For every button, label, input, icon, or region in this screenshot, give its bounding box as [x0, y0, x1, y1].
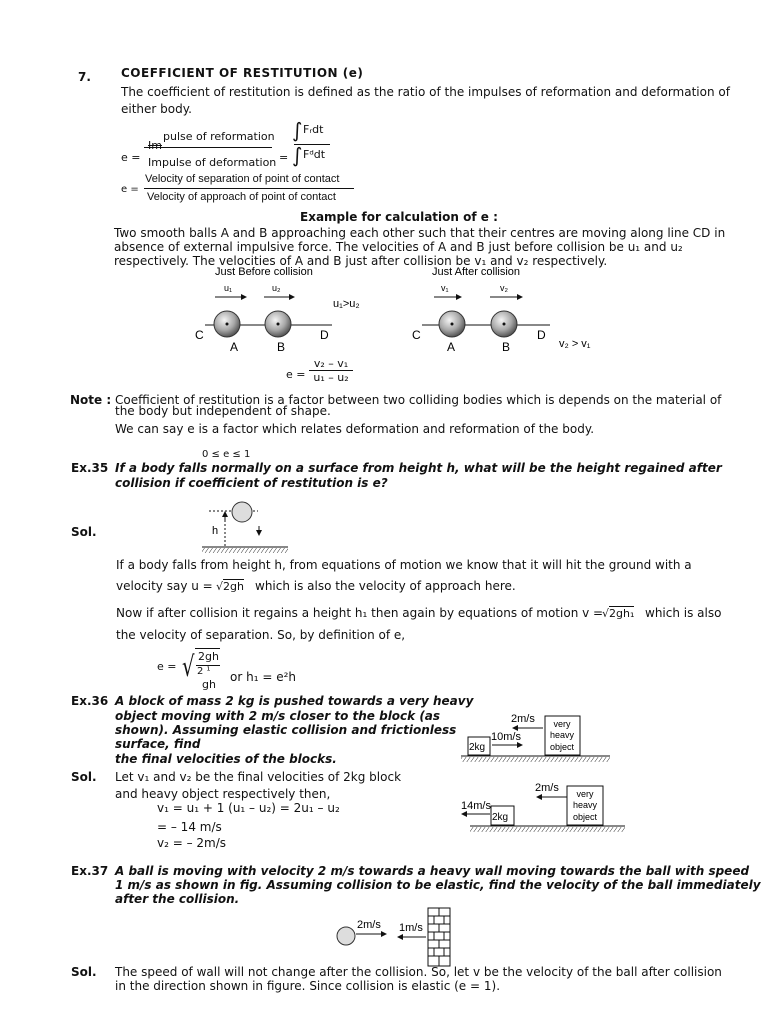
fig1-block-label: 2kg: [469, 742, 486, 753]
ex35-question-1: If a body falls normally on a surface from height h, what will be the height regained after: [115, 461, 722, 475]
fig1-heavy-2: heavy: [549, 730, 575, 740]
integral-sign-bottom: ∫: [292, 143, 303, 167]
ex36-question-3: shown). Assuming elastic collision and frictionless: [115, 723, 457, 737]
definition-line-2: either body.: [121, 102, 192, 116]
fig1-heavy-1: very: [553, 719, 571, 729]
ex36-sol-2: and heavy object respectively then,: [115, 787, 331, 801]
label-v2: v₂: [500, 283, 508, 293]
fig2-v-block: 14m/s: [461, 800, 491, 812]
ex37-question-2: 1 m/s as shown in fig. Assuming collision to be elastic, find the velocity of the ball immediately: [115, 878, 761, 892]
formula3-lhs: e =: [286, 368, 306, 381]
formula2-denominator: Velocity of approach of point of contact: [147, 191, 336, 203]
formula1-eq: =: [279, 151, 289, 164]
ex37-question-1: A ball is moving with velocity 2 m/s towards a heavy wall moving towards the ball with speed: [115, 864, 750, 878]
example-line-3: respectively. The velocities of A and B just after collision be v₁ and v₂ respectively.: [114, 254, 608, 268]
cond-before: u₁>u₂: [333, 298, 360, 310]
ex35-radical: √: [182, 650, 195, 683]
ex35-para-4: the velocity of separation. So, by definition of e,: [116, 628, 406, 642]
ex37-v-wall: 1m/s: [399, 922, 423, 934]
fig1-v-heavy: 2m/s: [511, 713, 535, 725]
sqrt-2gh1: √2gh₁: [602, 607, 635, 620]
ex37-sol-1: The speed of wall will not change after the collision. So, let v be the velocity of the ball after collision: [115, 965, 722, 979]
ex35-para-3b: which is also: [645, 606, 722, 620]
cond-after: v₂ > v₁: [559, 338, 591, 350]
fig2-heavy-3: object: [572, 812, 598, 822]
formula1-int-den: Fᵈdt: [303, 148, 326, 161]
example-heading: Example for calculation of e :: [300, 210, 498, 224]
ex37-label: Ex.37: [71, 864, 109, 878]
label-h: h: [212, 525, 219, 537]
example-line-2: absence of external impulsive force. The velocities of A and B just before collision be u₁ and u₂: [114, 240, 683, 254]
ex37-sol-label: Sol.: [71, 965, 97, 979]
ex36-sol-4: = – 14 m/s: [157, 820, 222, 834]
before-label: Just Before collision: [215, 266, 313, 278]
formula2-lhs: e =: [121, 184, 139, 195]
ex37-sol-2: in the direction shown in figure. Since collision is elastic (e = 1).: [115, 979, 501, 993]
fig1-heavy-3: object: [549, 742, 575, 752]
example-line-1: Two smooth balls A and B approaching each other such that their centres are moving along line CD in: [114, 226, 726, 240]
sqrt-2gh-radicand: 2gh: [223, 580, 244, 593]
label-b-before: B: [277, 340, 286, 354]
formula2-numerator: Velocity of separation of point of contact: [145, 173, 340, 185]
ex36-sol-3: v₁ = u₁ + 1 (u₁ – u₂) = 2u₁ – u₂: [157, 801, 340, 815]
ex35-e-num: 2gh: [198, 650, 219, 663]
label-c-before: C: [195, 328, 204, 342]
ex36-sol-1: Let v₁ and v₂ be the final velocities of 2kg block: [115, 770, 402, 784]
formula3-den: u₁ – u₂: [313, 371, 349, 384]
fig1-v-block: 10m/s: [491, 731, 521, 743]
fig2-v-heavy: 2m/s: [535, 782, 559, 794]
fig2-block-label: 2kg: [492, 812, 509, 823]
label-u2: u₂: [272, 283, 281, 293]
ex36-question-5: the final velocities of the blocks.: [115, 752, 337, 766]
ex36-label: Ex.36: [71, 694, 109, 708]
ex35-para-3a: Now if after collision it regains a height h₁ then again by equations of motion v =: [116, 606, 604, 620]
label-b-after: B: [502, 340, 511, 354]
note-line-2: the body but independent of shape.: [115, 404, 331, 418]
ex36-sol-label: Sol.: [71, 770, 97, 784]
label-a-before: A: [230, 340, 239, 354]
ball: [337, 927, 355, 945]
label-a-after: A: [447, 340, 456, 354]
ex37-question-3: after the collision.: [115, 892, 240, 906]
formula1-numerator: pulse of reformation: [163, 130, 275, 143]
note-label: Note :: [70, 393, 112, 407]
label-v1: v₁: [441, 283, 449, 293]
ex35-sol-label: Sol.: [71, 525, 97, 539]
formula1-denominator: Impulse of deformation: [148, 156, 277, 169]
fig2-heavy-1: very: [576, 789, 594, 799]
after-label: Just After collision: [432, 266, 521, 278]
brick-wall: [428, 908, 450, 966]
ex35-label: Ex.35: [71, 461, 109, 475]
integral-sign-top: ∫: [292, 118, 303, 142]
note-line-1: Coefficient of restitution is a factor between two colliding bodies which is depends on the material of: [115, 393, 722, 407]
formula1-int-num: Fᵣdt: [303, 123, 324, 136]
ex36-sol-5: v₂ = – 2m/s: [157, 836, 227, 850]
ex35-para-1: If a body falls from height h, from equations of motion we know that it will hit the ground with a: [116, 558, 692, 572]
ex35-para-2b: which is also the velocity of approach here.: [255, 579, 516, 593]
note-range: 0 ≤ e ≤ 1: [202, 449, 251, 460]
section-title: COEFFICIENT OF RESTITUTION (e): [121, 66, 364, 80]
note-line-3: We can say e is a factor which relates deformation and reformation of the body.: [115, 422, 595, 436]
ex35-e-mid: 2 ¹: [197, 666, 211, 677]
ex37-v-ball: 2m/s: [357, 919, 381, 931]
sqrt-2gh1-radicand: 2gh₁: [609, 607, 635, 620]
sqrt-2gh: √2gh: [216, 580, 244, 593]
ex35-question-2: collision if coefficient of restitution is e?: [115, 476, 388, 490]
ex35-para-2a: velocity say u =: [116, 579, 213, 593]
label-u1: u₁: [224, 283, 233, 293]
section-number: 7.: [78, 70, 91, 84]
ex35-e-den: gh: [202, 678, 216, 691]
label-d-after: D: [537, 328, 546, 342]
ex36-question-2: object moving with 2 m/s closer to the block (as: [115, 709, 441, 723]
ex35-e-rhs: or h₁ = e²h: [230, 670, 296, 684]
ex36-question-1: A block of mass 2 kg is pushed towards a very heavy: [115, 694, 474, 708]
definition-line-1: The coefficient of restitution is defined as the ratio of the impulses of reformation and deformation of: [121, 85, 730, 99]
formula1-num-strike: Im: [148, 139, 162, 152]
ex35-e-lhs: e =: [157, 660, 177, 673]
label-c-after: C: [412, 328, 421, 342]
label-d-before: D: [320, 328, 329, 342]
fig2-heavy-2: heavy: [572, 800, 598, 810]
formula1-lhs: e =: [121, 151, 141, 164]
formula3-num: v₂ – v₁: [309, 357, 353, 371]
ex36-question-4: surface, find: [115, 737, 201, 751]
